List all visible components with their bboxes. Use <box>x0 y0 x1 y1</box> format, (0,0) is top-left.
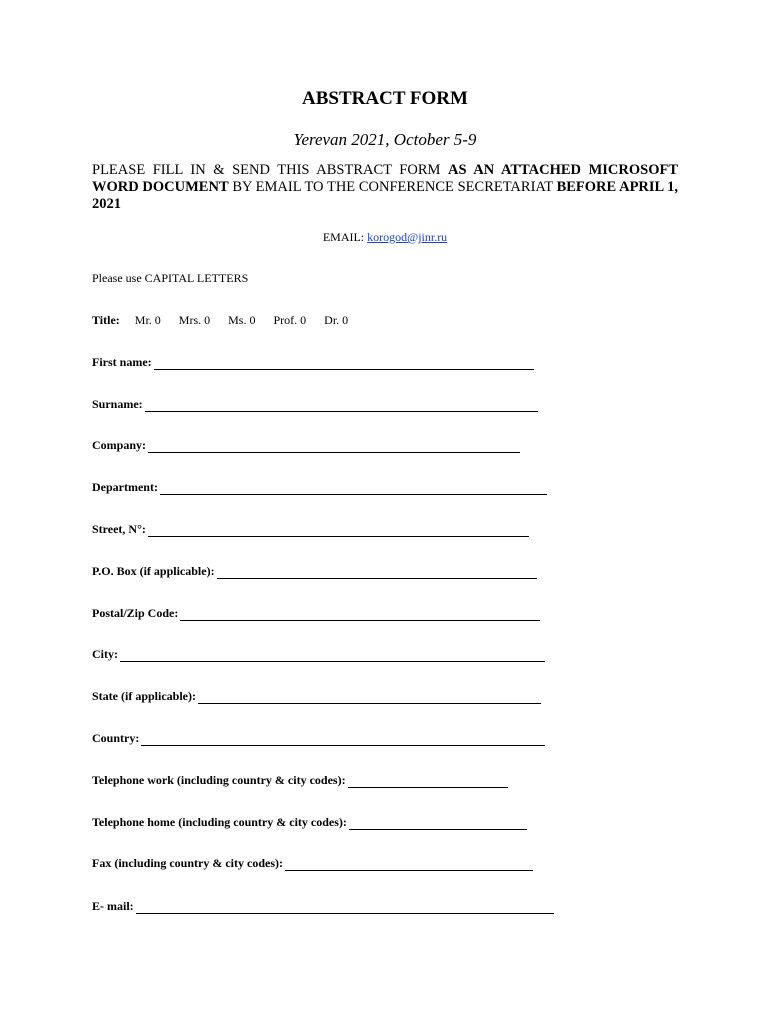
department-label: Department: <box>92 480 158 494</box>
postal-code-label: Postal/Zip Code: <box>92 606 179 620</box>
street-label: Street, N°: <box>92 522 146 536</box>
surname-input-line[interactable] <box>145 401 538 412</box>
city-label: City: <box>92 647 118 661</box>
telephone-home-field <box>92 815 527 830</box>
page-title: ABSTRACT FORM <box>302 88 468 109</box>
email-label: EMAIL: <box>322 230 368 244</box>
state-field <box>92 689 541 704</box>
first-name-field <box>92 355 534 370</box>
title-option-prof[interactable]: Prof. 0 <box>273 313 307 327</box>
country-input-line[interactable] <box>141 735 545 746</box>
email-link[interactable]: korogod@jinr.ru <box>367 230 448 244</box>
email-line <box>0 230 770 245</box>
instructions-text-4: BEFORE APRIL 1, 2021 <box>92 179 678 212</box>
title-option-mrs[interactable]: Mrs. 0 <box>178 313 211 327</box>
fax-input-line[interactable] <box>285 860 533 871</box>
state-label: State (if applicable): <box>92 689 196 703</box>
title-option-mr[interactable]: Mr. 0 <box>134 313 161 327</box>
email-field <box>92 899 554 914</box>
instructions-text-1: PLEASE FILL IN & SEND THIS ABSTRACT FORM <box>92 162 448 178</box>
country-label: Country: <box>92 731 140 745</box>
surname-field <box>92 397 538 412</box>
department-input-line[interactable] <box>160 484 547 495</box>
telephone-home-label: Telephone home (including country & city codes): <box>92 815 347 829</box>
postal-code-field <box>92 606 540 621</box>
surname-label: Surname: <box>92 397 143 411</box>
city-input-line[interactable] <box>120 651 545 662</box>
page-subtitle: Yerevan 2021, October 5-9 <box>293 130 477 149</box>
telephone-home-input-line[interactable] <box>349 819 527 830</box>
instructions-paragraph <box>92 162 678 213</box>
company-label: Company: <box>92 438 147 452</box>
email-input-line[interactable] <box>136 903 554 914</box>
city-field <box>92 647 545 662</box>
title-option-dr[interactable]: Dr. 0 <box>324 313 349 327</box>
telephone-work-input-line[interactable] <box>348 777 508 788</box>
po-box-input-line[interactable] <box>217 568 537 579</box>
state-input-line[interactable] <box>198 693 541 704</box>
po-box-label: P.O. Box (if applicable): <box>92 564 215 578</box>
first-name-input-line[interactable] <box>154 359 534 370</box>
title-option-ms[interactable]: Ms. 0 <box>228 313 256 327</box>
instructions-text-3: BY EMAIL TO THE CONFERENCE SECRETARIAT <box>228 179 557 195</box>
street-field <box>92 522 529 537</box>
telephone-work-label: Telephone work (including country & city codes): <box>92 773 346 787</box>
country-field <box>92 731 545 746</box>
department-field <box>92 480 547 495</box>
title-field <box>92 313 363 328</box>
title-field-label: Title: <box>92 313 120 327</box>
company-input-line[interactable] <box>148 442 520 453</box>
capital-letters-note: Please use CAPITAL LETTERS <box>92 271 249 285</box>
street-input-line[interactable] <box>148 526 529 537</box>
fax-field <box>92 856 533 871</box>
postal-code-input-line[interactable] <box>180 610 540 621</box>
instructions-text-2: AS AN ATTACHED MICROSOFT WORD DOCUMENT <box>92 162 678 195</box>
po-box-field <box>92 564 537 579</box>
company-field <box>92 438 520 453</box>
fax-label: Fax (including country & city codes): <box>92 856 283 870</box>
email-field-label: E- mail: <box>92 899 134 913</box>
first-name-label: First name: <box>92 355 152 369</box>
telephone-work-field <box>92 773 508 788</box>
